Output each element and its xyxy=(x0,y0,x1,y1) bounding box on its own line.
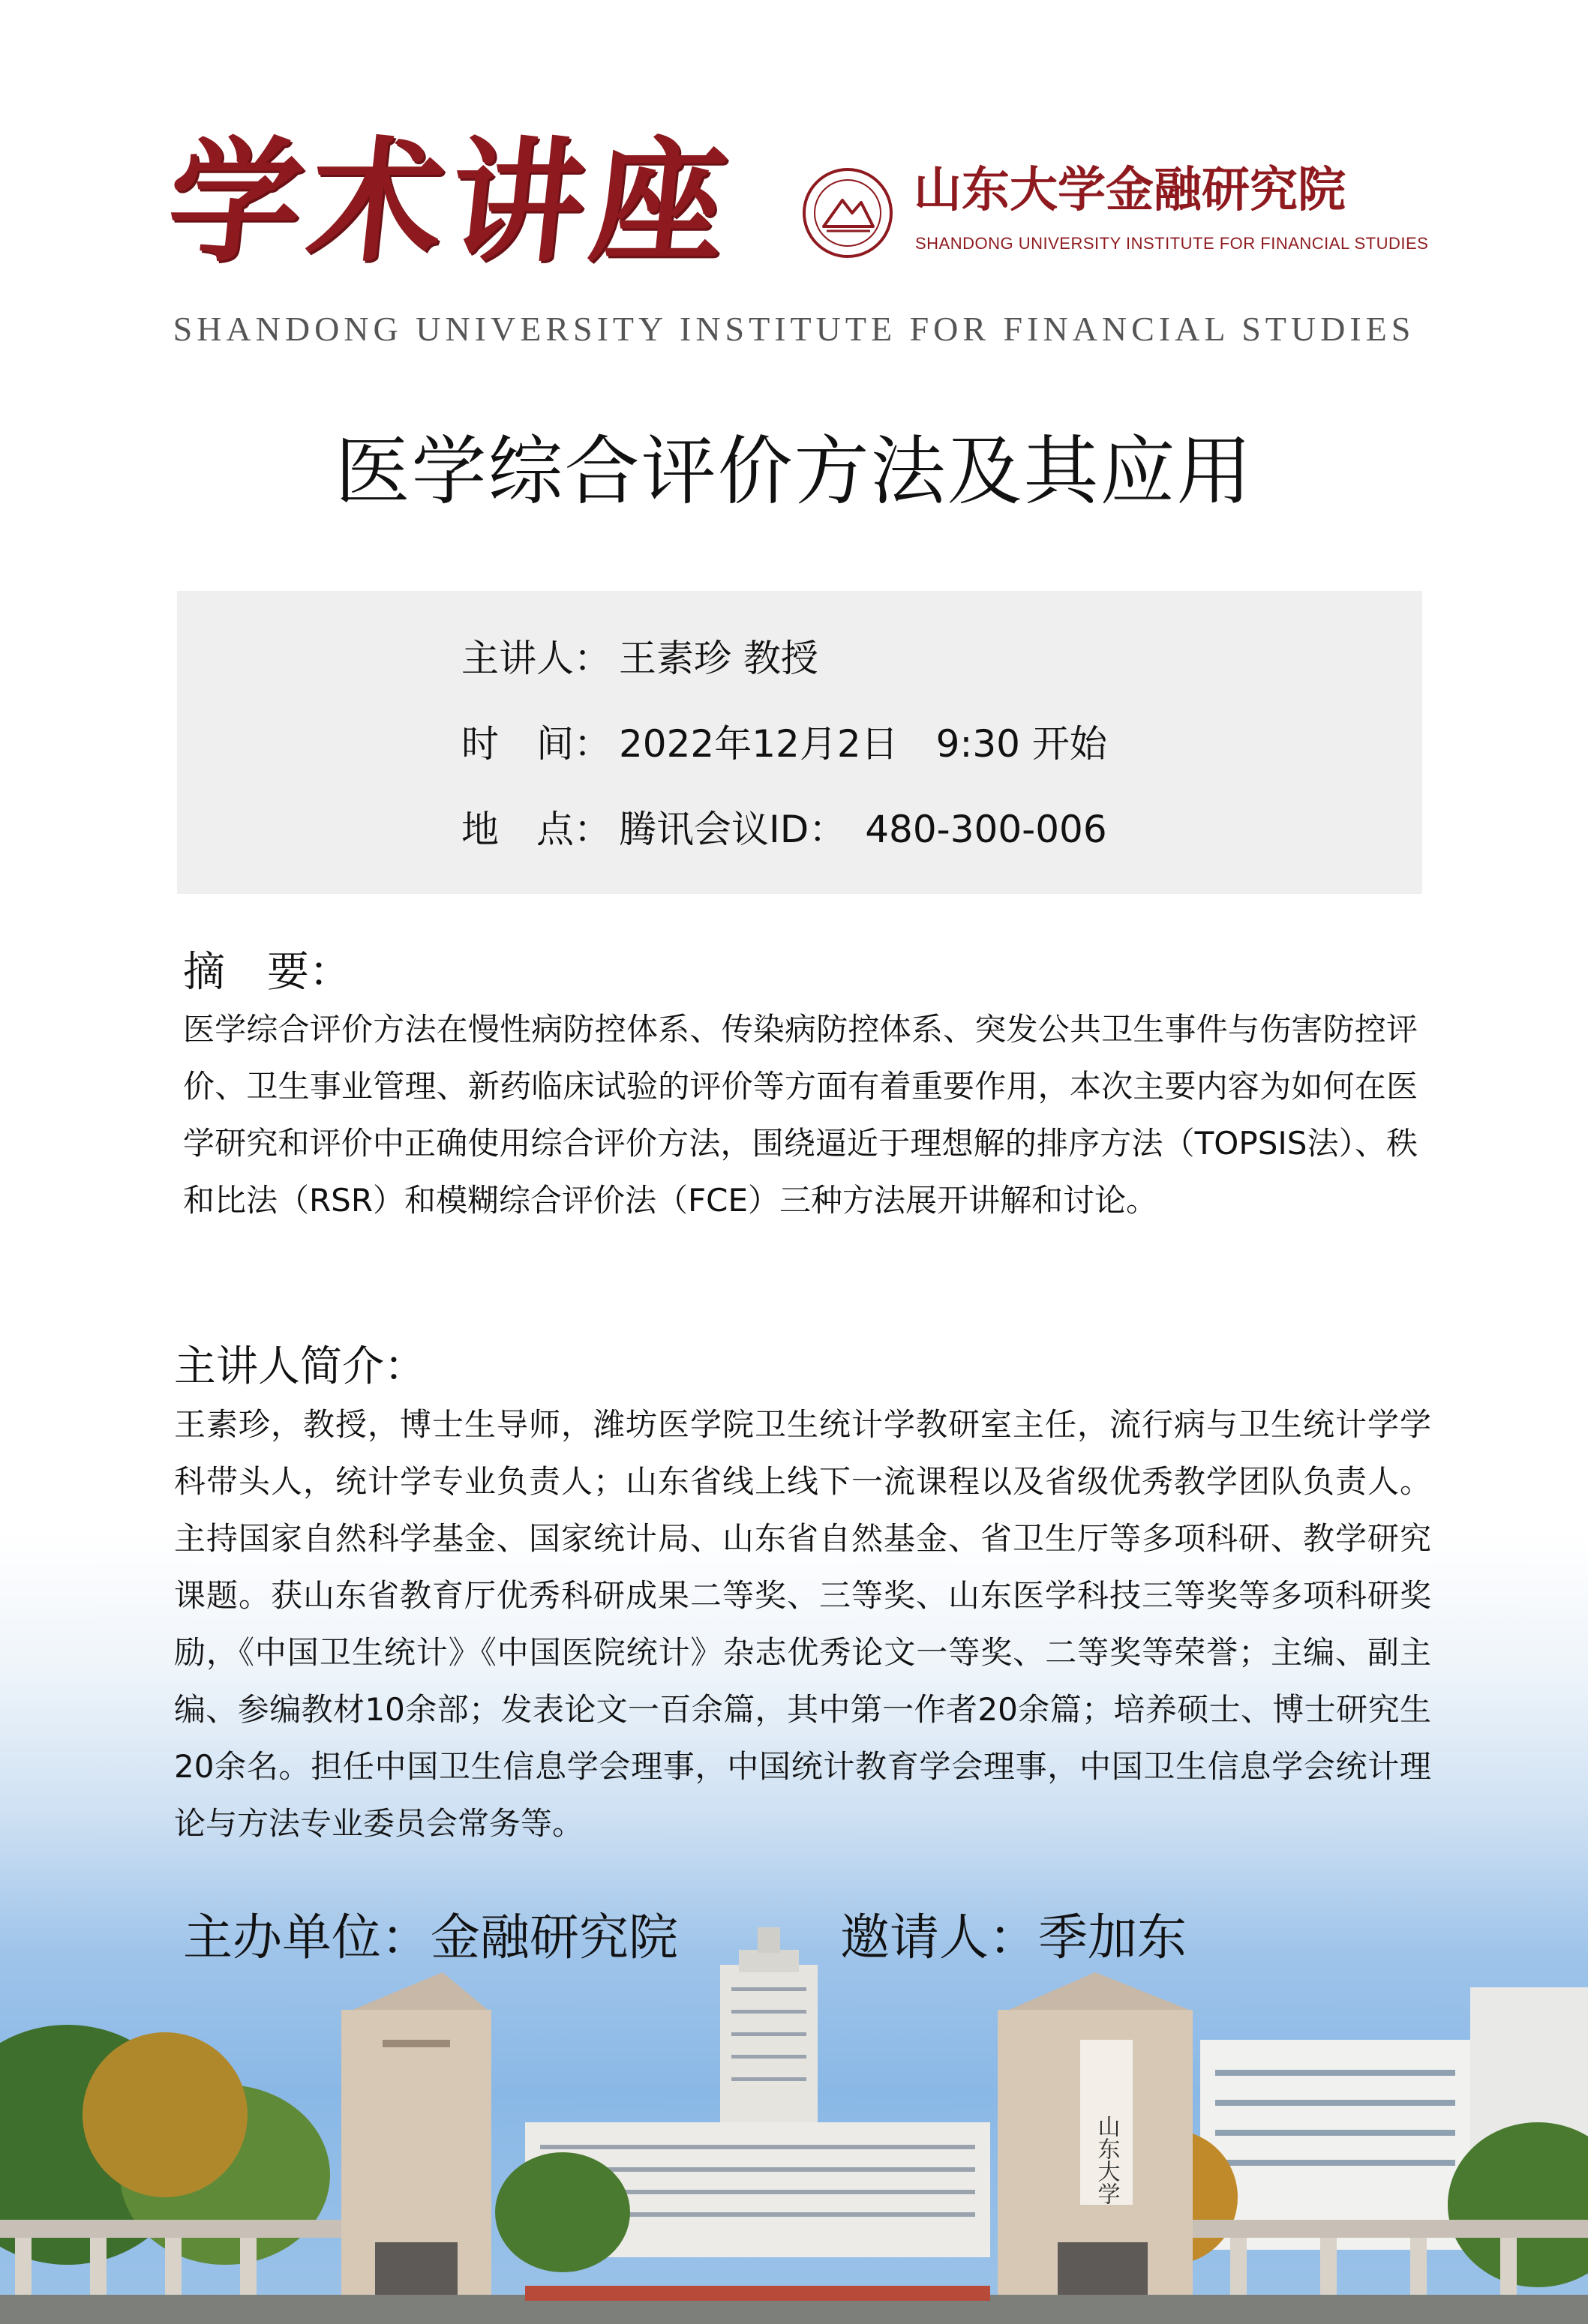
poster-main-title: 学术讲座 xyxy=(161,123,742,280)
time-label: 时 间： xyxy=(461,722,611,766)
speaker-label: 主讲人： xyxy=(461,637,611,680)
time-value: 2022年12月2日 9:30 开始 xyxy=(619,722,1107,766)
place-label: 地 点： xyxy=(461,808,611,851)
lecture-title: 医学综合评价方法及其应用 xyxy=(335,427,1253,515)
speaker-row xyxy=(461,628,818,682)
campus-gate-photo xyxy=(0,1927,1588,2324)
university-seal-icon xyxy=(801,166,894,259)
speaker-value: 王素珍 教授 xyxy=(619,637,818,680)
lecture-info-box xyxy=(177,591,1422,894)
left-gate-tower xyxy=(341,1972,491,2310)
speaker-bio-heading: 主讲人简介： xyxy=(174,1342,426,1391)
host-organization: 主办单位：金融研究院 xyxy=(183,1909,678,1966)
poster-title-block xyxy=(161,123,742,280)
place-row xyxy=(461,799,1107,853)
speaker-bio-text: 王素珍，教授，博士生导师，潍坊医学院卫生统计学教研室主任，流行病与卫生统计学学科带头人，统计学专业负责人；山东省线上线下一流课程以及省级优秀教学团队负责人。主持国家自然科学基金、国家统计局、山东省自然基金、省卫生厅等多项科研、教学研究课题。获山东省教育厅优秀科研成果二等奖、三等奖、山东医学科技三等奖等多项科研奖励，《中国卫生统计》《中国医院统计》杂志优秀论文一等奖、二等奖等荣誉；主编、副主编、参编教材10余部；发表论文一百余篇，其中第一作者20余篇；培养硕士、博士研究生20余名。担任中国卫生信息学会理事，中国统计教育学会理事，中国卫生信息学会统计理论与方法专业委员会常务等。 xyxy=(174,1406,1431,1842)
inviter: 邀请人：季加东 xyxy=(840,1909,1187,1966)
time-row xyxy=(461,714,1107,768)
institute-name-en: SHANDONG UNIVERSITY INSTITUTE FOR FINANCIAL STUDIES xyxy=(915,234,1429,253)
abstract-heading: 摘 要： xyxy=(183,948,351,997)
institute-tagline: SHANDONG UNIVERSITY INSTITUTE FOR FINANCIAL STUDIES xyxy=(173,310,1415,348)
place-value: 腾讯会议ID： 480-300-006 xyxy=(619,808,1107,851)
flower-bed xyxy=(525,2286,990,2301)
institute-name-cn: 山东大学金融研究院 xyxy=(914,162,1346,218)
institute-logo xyxy=(801,162,1429,264)
gate-plaque: 山东大学 xyxy=(1093,2115,1120,2205)
abstract-text: 医学综合评价方法在慢性病防控体系、传染病防控体系、突发公共卫生事件与伤害防控评价、卫生事业管理、新药临床试验的评价等方面有着重要作用，本次主要内容为如何在医学研究和评价中正确使用综合评价方法，围绕逼近于理想解的排序方法（TOPSIS法）、秩和比法（RSR）和模糊综合评价法（FCE）三种方法展开讲解和讨论。 xyxy=(183,1011,1418,1219)
